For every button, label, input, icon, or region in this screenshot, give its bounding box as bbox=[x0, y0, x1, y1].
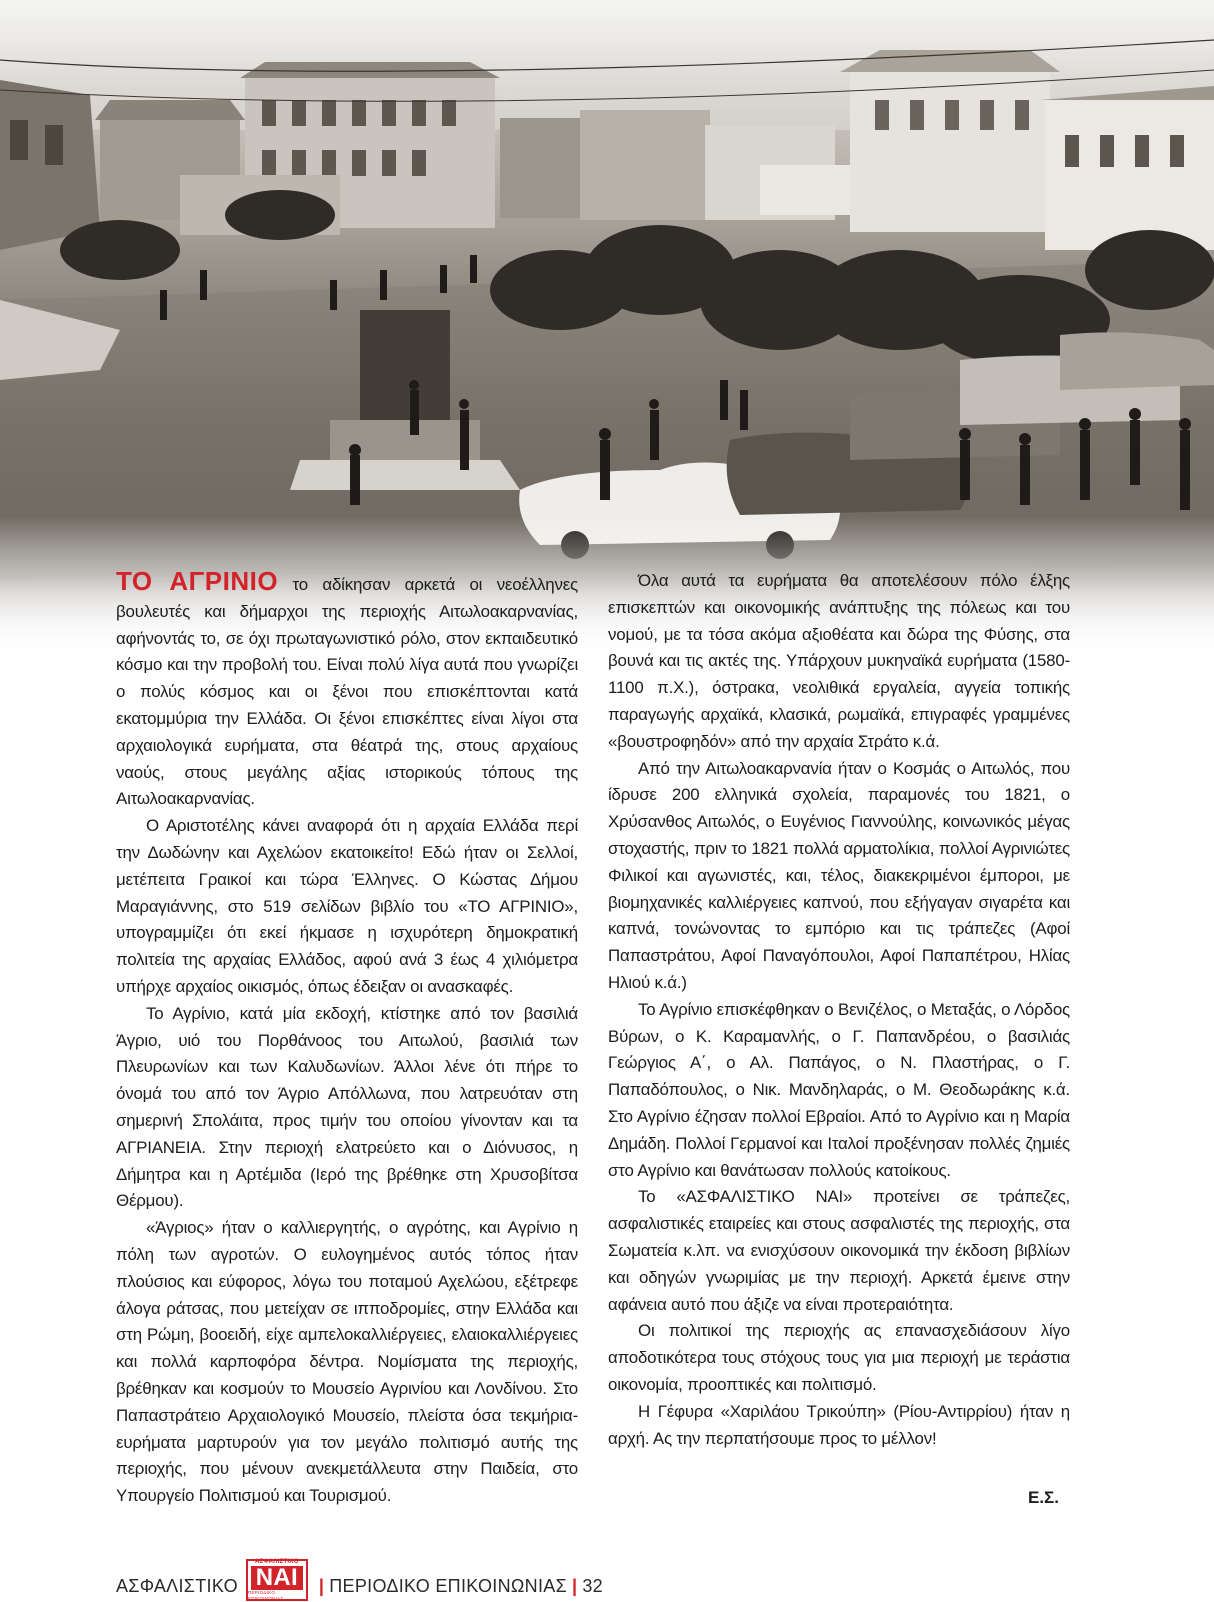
footer-separator: | bbox=[572, 1575, 578, 1596]
footer-separator: | bbox=[318, 1575, 325, 1596]
logo-sub-text: ΠΕΡΙΟΔΙΚΟ ΕΠΙΚΟΙΝΩΝΙΑΣ bbox=[247, 1589, 284, 1601]
article-paragraph: Το Αγρίνιο, κατά μία εκδοχή, κτίστηκε από τον βασιλιά Άγριο, υιό του Πορθάνοος του Αιτωλού, βασιλιά των Πλευρωνίων και των Καλυδωνίων. Άλλοι λένε ότι πήρε το όνομά του από τον Άγριο Απόλλωνα, που λατρευόταν στη σημερινή Σπολάιτα, προς τιμήν του οποίου γίνονταν και τα ΑΓΡΙΑΝΕΙΑ. Στην περιοχή ελατρεύετο και ο Διόνυσος, η Δήμητρα και η Αρτέμιδα (Ιερό της βρέθηκε στη Χρυσοβίτσα Θέρμου). bbox=[116, 1003, 578, 1211]
logo-top-text: ΑΣΦΑΛΙΣΤΙΚΟ bbox=[255, 1558, 299, 1565]
photo-illustration bbox=[0, 0, 1214, 660]
article-paragraph bbox=[116, 568, 578, 813]
article-paragraph: «Άγριος» ήταν ο καλλιεργητής, ο αγρότης, και Αγρίνιο η πόλη των αγροτών. Ο ευλογημένος αυτός τόπος ήταν πλούσιος και εύφορος, λόγω του ποταμού Αχελώου, εξέτρεφε άλογα ράτσας, που μετείχαν σε ιπποδρομίες, στην Ελλάδα και στη Ρώμη, βοοειδή, είχε αμπελοκαλλιέργειες, ελαιοκαλλιέργειες και πολλά καρποφόρα δέντρα. Νομίσματα της περιοχής, βρέθηκαν και κοσμούν το Μουσείο Αγρινίου και Λονδίνου. Στο Παπαστράτειο Αρχαιολογικό Μουσείο, πλείστα όσα τεκμήρια-ευρήματα μαρτυρούν για τον μεγάλο πολιτισμό αυτής της περιοχής, που μένουν ανεκμετάλλευτα στην Παιδεία, στο Υπουργείο Πολιτισμού και Τουρισμού. bbox=[116, 1218, 578, 1506]
footer-brand: ΑΣΦΑΛΙΣΤΙΚΟ bbox=[116, 1575, 238, 1596]
article-paragraph: Όλα αυτά τα ευρήματα θα αποτελέσουν πόλο έλξης επισκεπτών και οικονομικής ανάπτυξης της πόλεως και του νομού, με τα τόσα ακόμα αξιοθέατα και δώρα της Φύσης, στα βουνά και τις ακτές της. Υπάρχουν μυκηναϊκά ευρήματα (1580-1100 π.Χ.), όστρακα, νεολιθικά εργαλεία, αγγεία τοπικής παραγωγής αρχαϊκά, κλασικά, ρωμαϊκά, επιγραφές γραμμένες «βουστροφηδόν» από την αρχαία Στράτο κ.ά. bbox=[608, 571, 1070, 751]
footer-magazine-name: ΠΕΡΙΟΔΙΚΟ ΕΠΙΚΟΙΝΩΝΙΑΣ bbox=[329, 1575, 567, 1596]
article-paragraph: Το «ΑΣΦΑΛΙΣΤΙΚΟ ΝΑΙ» προτείνει σε τράπεζες, ασφαλιστικές εταιρείες και στους ασφαλιστές της περιοχής, στα Σωματεία κ.λπ. να ενισχύσουν οικονομικά την έκδοση βιβλίων και οδηγών γνωριμίας με την περιοχή. Αρκετά έμεινε στην αφάνεια αυτό που άξιζε να είναι προτεραιότητα. bbox=[608, 1187, 1070, 1314]
article-paragraph: Το Αγρίνιο επισκέφθηκαν ο Βενιζέλος, ο Μεταξάς, ο Λόρδος Βύρων, ο Κ. Καραμανλής, ο Γ. Παπανδρέου, ο βασιλιάς Γεώργιος Α΄, ο Αλ. Παπάγος, ο Ν. Πλαστήρας, ο Γ. Παπαδόπουλος, ο Νικ. Μανδηλαράς, ο Μ. Θεοδωράκης κ.ά. Στο Αγρίνιο έζησαν πολλοί Εβραίοι. Από το Αγρίνιο και η Μαρία Δημάδη. Πολλοί Γερμανοί και Ιταλοί προξένησαν πολλές ζημιές στο Αγρίνιο και θανάτωσαν πολλούς κατοίκους. bbox=[608, 999, 1070, 1180]
article-paragraph: Από την Αιτωλοακαρνανία ήταν ο Κοσμάς ο Αιτωλός, που ίδρυσε 200 ελληνικά σχολεία, παραμονές του 1821, ο Χρύσανθος Αιτωλός, ο Ευγένιος Γιαννούλης, κοινωνικός μέγας στοχαστής, πριν το 1821 πολλά αρματολίκια, πολλοί Αγρινιώτες Φιλικοί και αγωνιστές, και, τέλος, διακεκριμένοι έμποροι, με βιομηχανικές καλλιέργειες καπνού, που εξήγαγαν σιγαρέτα και καπνά, τονώνοντας το εμπόριο και τις τράπεζες (Αφοί Παπαστράτου, Αφοί Παναγόπουλοι, Αφοί Παπαπέτρου, Ηλίας Ηλιού κ.ά.) bbox=[608, 758, 1070, 992]
article-paragraph: Η Γέφυρα «Χαριλάου Τρικούπη» (Ρίου-Αντιρρίου) ήταν η αρχή. Ας την περπατήσουμε προς το μέλλον! bbox=[608, 1401, 1070, 1448]
page-number: 32 bbox=[582, 1575, 603, 1596]
nai-logo bbox=[246, 1559, 308, 1601]
article-left-column bbox=[116, 568, 578, 1510]
logo-word: ΝΑΙ bbox=[251, 1566, 303, 1590]
article-paragraph: Οι πολιτικοί της περιοχής ας επανασχεδιάσουν λίγο αποδοτικότερα τους στόχους τους για μια περιοχή με τεράστια οικονομία, προοπτικές και πολιτισμό. bbox=[608, 1321, 1070, 1394]
article-lead-title: ΤΟ ΑΓΡΙΝΙΟ bbox=[116, 566, 279, 596]
article-signature: Ε.Σ. bbox=[1028, 1488, 1059, 1507]
article-paragraph: Ο Αριστοτέλης κάνει αναφορά ότι η αρχαία Ελλάδα περί την Δωδώνην και Αχελώον εκατοικείτο! Εδώ ήταν οι Σελλοί, μετέπειτα Γραικοί και τώρα Έλληνες. Ο Κώστας Δήμου Μαραγιάννης, στο 519 σελίδων βιβλίο του «ΤΟ ΑΓΡΙΝΙΟ», υπογραμμίζει ότι εκεί ήκμασε η ισχυρότερη δημοκρατική πολιτεία της αρχαίας Ελλάδος, αφού ανά 3 έως 4 χιλιόμετρα υπήρχε αρχαίος οικισμός, όπως έδειξαν οι ανασκαφές. bbox=[116, 816, 578, 996]
article-paragraph-text: το αδίκησαν αρκετά οι νεοέλληνες βουλευτές και δήμαρχοι της περιοχής Αιτωλοακαρνανίας, αφήνοντάς το, σε όχι πρωταγωνιστικό ρόλο, στον εκπαιδευτικό κόσμο και την προβολή του. Είναι πολύ λίγα αυτά που γνωρίζει ο πολύς κόσμος και οι ξένοι που επισκέπτονται κατά εκατομμύρια την Ελλάδα. Οι ξένοι επισκέπτες είναι λίγοι στα αρχαιολογικά ευρήματα, στα θέατρά της, στους αρχαίους ναούς, στους μεγάλης αξίας ιστορικούς τόπους της Αιτωλοακαρνανίας. bbox=[116, 575, 578, 809]
article-right-column bbox=[608, 568, 1070, 1452]
town-square-photo bbox=[0, 0, 1214, 660]
page-footer bbox=[116, 1558, 603, 1601]
